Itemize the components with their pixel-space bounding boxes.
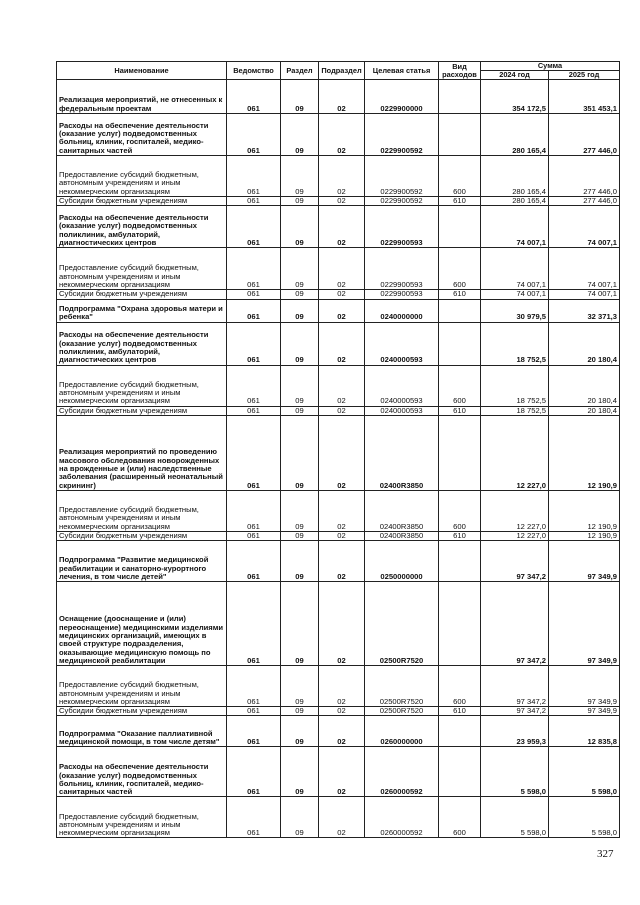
row-expense-type	[439, 415, 481, 490]
row-target: 0260000592	[365, 797, 439, 838]
row-amount-2025: 277 446,0	[549, 114, 620, 156]
row-department: 061	[227, 114, 281, 156]
row-target: 0229900000	[365, 80, 439, 114]
row-department: 061	[227, 716, 281, 747]
row-amount-2024: 97 347,2	[481, 707, 549, 716]
row-subsection: 02	[319, 206, 365, 248]
row-expense-type	[439, 114, 481, 156]
row-department: 061	[227, 299, 281, 322]
row-amount-2024: 12 227,0	[481, 531, 549, 540]
row-section: 09	[281, 114, 319, 156]
row-subsection: 02	[319, 666, 365, 707]
row-section: 09	[281, 415, 319, 490]
table-row	[57, 490, 620, 531]
row-department: 061	[227, 415, 281, 490]
row-subsection: 02	[319, 582, 365, 666]
row-section: 09	[281, 490, 319, 531]
row-amount-2024: 12 227,0	[481, 415, 549, 490]
row-section: 09	[281, 531, 319, 540]
row-amount-2025: 277 446,0	[549, 197, 620, 206]
table-row	[57, 290, 620, 299]
row-target: 0240000593	[365, 406, 439, 415]
header-section: Раздел	[281, 62, 319, 80]
row-subsection: 02	[319, 797, 365, 838]
row-target: 0229900593	[365, 248, 439, 290]
row-target: 02500R7520	[365, 582, 439, 666]
row-amount-2024: 74 007,1	[481, 206, 549, 248]
row-name: Субсидии бюджетным учреждениям	[57, 531, 227, 540]
row-target: 02400R3850	[365, 415, 439, 490]
row-target: 0260000000	[365, 716, 439, 747]
row-amount-2025: 277 446,0	[549, 156, 620, 197]
row-expense-type: 600	[439, 248, 481, 290]
row-subsection: 02	[319, 114, 365, 156]
table-row	[57, 716, 620, 747]
table-row	[57, 322, 620, 365]
row-target: 02400R3850	[365, 531, 439, 540]
table-row	[57, 582, 620, 666]
row-department: 061	[227, 365, 281, 406]
row-section: 09	[281, 248, 319, 290]
row-section: 09	[281, 80, 319, 114]
row-section: 09	[281, 290, 319, 299]
row-subsection: 02	[319, 707, 365, 716]
row-department: 061	[227, 747, 281, 797]
row-department: 061	[227, 206, 281, 248]
row-name: Реализация мероприятий, не отнесенных к федеральным проектам	[57, 80, 227, 114]
row-amount-2024: 5 598,0	[481, 747, 549, 797]
row-amount-2024: 30 979,5	[481, 299, 549, 322]
row-expense-type: 610	[439, 406, 481, 415]
table-header	[57, 62, 620, 80]
row-expense-type	[439, 322, 481, 365]
row-amount-2024: 97 347,2	[481, 582, 549, 666]
row-section: 09	[281, 797, 319, 838]
row-name: Субсидии бюджетным учреждениям	[57, 707, 227, 716]
row-amount-2025: 12 835,8	[549, 716, 620, 747]
row-subsection: 02	[319, 747, 365, 797]
budget-table	[56, 61, 620, 838]
row-section: 09	[281, 541, 319, 582]
row-expense-type	[439, 747, 481, 797]
row-department: 061	[227, 707, 281, 716]
row-amount-2024: 97 347,2	[481, 541, 549, 582]
row-amount-2025: 12 190,9	[549, 415, 620, 490]
row-name: Расходы на обеспечение деятельности (оказание услуг) подведомственных больниц, клиник, госпиталей, медико-санитарных частей	[57, 114, 227, 156]
row-section: 09	[281, 156, 319, 197]
row-amount-2025: 97 349,9	[549, 541, 620, 582]
row-name: Субсидии бюджетным учреждениям	[57, 406, 227, 415]
row-expense-type: 610	[439, 197, 481, 206]
row-name: Предоставление субсидий бюджетным, автономным учреждениям и иным некоммерческим организациям	[57, 156, 227, 197]
row-amount-2025: 20 180,4	[549, 406, 620, 415]
header-target: Целевая статья	[365, 62, 439, 80]
table-row	[57, 707, 620, 716]
row-section: 09	[281, 716, 319, 747]
row-department: 061	[227, 666, 281, 707]
row-expense-type: 610	[439, 531, 481, 540]
row-amount-2025: 12 190,9	[549, 490, 620, 531]
row-department: 061	[227, 80, 281, 114]
row-subsection: 02	[319, 290, 365, 299]
row-target: 0229900593	[365, 290, 439, 299]
row-section: 09	[281, 206, 319, 248]
row-amount-2024: 12 227,0	[481, 490, 549, 531]
row-section: 09	[281, 365, 319, 406]
row-subsection: 02	[319, 406, 365, 415]
header-department: Ведомство	[227, 62, 281, 80]
row-department: 061	[227, 322, 281, 365]
row-subsection: 02	[319, 248, 365, 290]
row-amount-2025: 351 453,1	[549, 80, 620, 114]
row-subsection: 02	[319, 415, 365, 490]
table-row	[57, 406, 620, 415]
row-section: 09	[281, 406, 319, 415]
row-expense-type	[439, 206, 481, 248]
row-name: Оснащение (дооснащение и (или) переоснащение) медицинскими изделиями медицинских организаций, имеющих в своей структуре подразделения, оказывающие медицинскую помощь по медицинской реабилитации	[57, 582, 227, 666]
row-expense-type: 600	[439, 490, 481, 531]
row-amount-2025: 20 180,4	[549, 365, 620, 406]
row-target: 0229900592	[365, 156, 439, 197]
row-subsection: 02	[319, 299, 365, 322]
row-amount-2025: 74 007,1	[549, 290, 620, 299]
header-sum: Сумма	[481, 62, 620, 71]
row-department: 061	[227, 406, 281, 415]
row-amount-2025: 74 007,1	[549, 206, 620, 248]
row-expense-type	[439, 541, 481, 582]
row-department: 061	[227, 490, 281, 531]
row-name: Предоставление субсидий бюджетным, автономным учреждениям и иным некоммерческим организациям	[57, 797, 227, 838]
row-subsection: 02	[319, 531, 365, 540]
row-name: Расходы на обеспечение деятельности (оказание услуг) подведомственных больниц, клиник, госпиталей, медико-санитарных частей	[57, 747, 227, 797]
row-department: 061	[227, 197, 281, 206]
row-amount-2024: 280 165,4	[481, 114, 549, 156]
row-department: 061	[227, 531, 281, 540]
row-expense-type	[439, 582, 481, 666]
row-amount-2025: 5 598,0	[549, 797, 620, 838]
row-section: 09	[281, 322, 319, 365]
row-subsection: 02	[319, 541, 365, 582]
row-subsection: 02	[319, 365, 365, 406]
table-row	[57, 531, 620, 540]
row-expense-type: 610	[439, 707, 481, 716]
table-row	[57, 80, 620, 114]
table-row	[57, 797, 620, 838]
row-amount-2025: 5 598,0	[549, 747, 620, 797]
row-name: Субсидии бюджетным учреждениям	[57, 290, 227, 299]
row-name: Предоставление субсидий бюджетным, автономным учреждениям и иным некоммерческим организациям	[57, 490, 227, 531]
row-amount-2024: 18 752,5	[481, 406, 549, 415]
row-department: 061	[227, 797, 281, 838]
row-name: Расходы на обеспечение деятельности (оказание услуг) подведомственных поликлиник, амбулаторий, диагностических центров	[57, 206, 227, 248]
row-name: Предоставление субсидий бюджетным, автономным учреждениям и иным некоммерческим организациям	[57, 248, 227, 290]
row-name: Субсидии бюджетным учреждениям	[57, 197, 227, 206]
row-target: 02500R7520	[365, 707, 439, 716]
row-target: 0229900592	[365, 114, 439, 156]
row-amount-2025: 74 007,1	[549, 248, 620, 290]
row-subsection: 02	[319, 716, 365, 747]
row-department: 061	[227, 541, 281, 582]
row-subsection: 02	[319, 490, 365, 531]
row-target: 0260000592	[365, 747, 439, 797]
row-department: 061	[227, 290, 281, 299]
row-amount-2024: 280 165,4	[481, 197, 549, 206]
table-row	[57, 541, 620, 582]
row-amount-2025: 20 180,4	[549, 322, 620, 365]
row-name: Подпрограмма "Охрана здоровья матери и ребенка"	[57, 299, 227, 322]
row-amount-2024: 354 172,5	[481, 80, 549, 114]
row-target: 02500R7520	[365, 666, 439, 707]
row-amount-2024: 97 347,2	[481, 666, 549, 707]
row-amount-2024: 18 752,5	[481, 365, 549, 406]
table-row	[57, 197, 620, 206]
table-row	[57, 248, 620, 290]
row-department: 061	[227, 156, 281, 197]
row-name: Подпрограмма "Развитие медицинской реабилитации и санаторно-курортного лечения, в том числе детей"	[57, 541, 227, 582]
table-row	[57, 299, 620, 322]
row-amount-2025: 32 371,3	[549, 299, 620, 322]
row-expense-type: 610	[439, 290, 481, 299]
row-subsection: 02	[319, 156, 365, 197]
header-year-2025: 2025 год	[549, 71, 620, 80]
row-target: 0229900593	[365, 206, 439, 248]
table-row	[57, 747, 620, 797]
row-amount-2024: 74 007,1	[481, 248, 549, 290]
row-section: 09	[281, 582, 319, 666]
row-name: Подпрограмма "Оказание паллиативной медицинской помощи, в том числе детям"	[57, 716, 227, 747]
table-row	[57, 156, 620, 197]
table-body	[57, 80, 620, 838]
row-amount-2025: 97 349,9	[549, 582, 620, 666]
table-row	[57, 114, 620, 156]
row-subsection: 02	[319, 197, 365, 206]
row-name: Реализация мероприятий по проведению массового обследования новорожденных на врожденные и (или) наследственные заболевания (расширенный неонатальный скрининг)	[57, 415, 227, 490]
row-amount-2024: 23 959,3	[481, 716, 549, 747]
header-year-2024: 2024 год	[481, 71, 549, 80]
row-section: 09	[281, 666, 319, 707]
header-expense-type: Вид расходов	[439, 62, 481, 80]
page-number: 327	[597, 848, 614, 860]
row-section: 09	[281, 747, 319, 797]
row-expense-type: 600	[439, 666, 481, 707]
row-expense-type: 600	[439, 797, 481, 838]
row-name: Расходы на обеспечение деятельности (оказание услуг) подведомственных поликлиник, амбулаторий, диагностических центров	[57, 322, 227, 365]
row-section: 09	[281, 299, 319, 322]
row-section: 09	[281, 197, 319, 206]
row-name: Предоставление субсидий бюджетным, автономным учреждениям и иным некоммерческим организациям	[57, 365, 227, 406]
row-amount-2025: 97 349,9	[549, 707, 620, 716]
table-row	[57, 666, 620, 707]
row-department: 061	[227, 582, 281, 666]
row-subsection: 02	[319, 80, 365, 114]
table-row	[57, 365, 620, 406]
row-amount-2024: 18 752,5	[481, 322, 549, 365]
row-target: 0240000593	[365, 365, 439, 406]
row-expense-type	[439, 716, 481, 747]
table-row	[57, 206, 620, 248]
row-department: 061	[227, 248, 281, 290]
row-target: 0240000593	[365, 322, 439, 365]
row-target: 0229900592	[365, 197, 439, 206]
row-name: Предоставление субсидий бюджетным, автономным учреждениям и иным некоммерческим организациям	[57, 666, 227, 707]
row-expense-type	[439, 80, 481, 114]
row-target: 02400R3850	[365, 490, 439, 531]
row-section: 09	[281, 707, 319, 716]
row-amount-2025: 97 349,9	[549, 666, 620, 707]
row-amount-2024: 74 007,1	[481, 290, 549, 299]
row-expense-type: 600	[439, 365, 481, 406]
table-row	[57, 415, 620, 490]
row-expense-type: 600	[439, 156, 481, 197]
header-subsection: Подраздел	[319, 62, 365, 80]
row-amount-2024: 280 165,4	[481, 156, 549, 197]
row-target: 0240000000	[365, 299, 439, 322]
row-amount-2025: 12 190,9	[549, 531, 620, 540]
row-amount-2024: 5 598,0	[481, 797, 549, 838]
header-name: Наименование	[57, 62, 227, 80]
row-target: 0250000000	[365, 541, 439, 582]
row-expense-type	[439, 299, 481, 322]
row-subsection: 02	[319, 322, 365, 365]
